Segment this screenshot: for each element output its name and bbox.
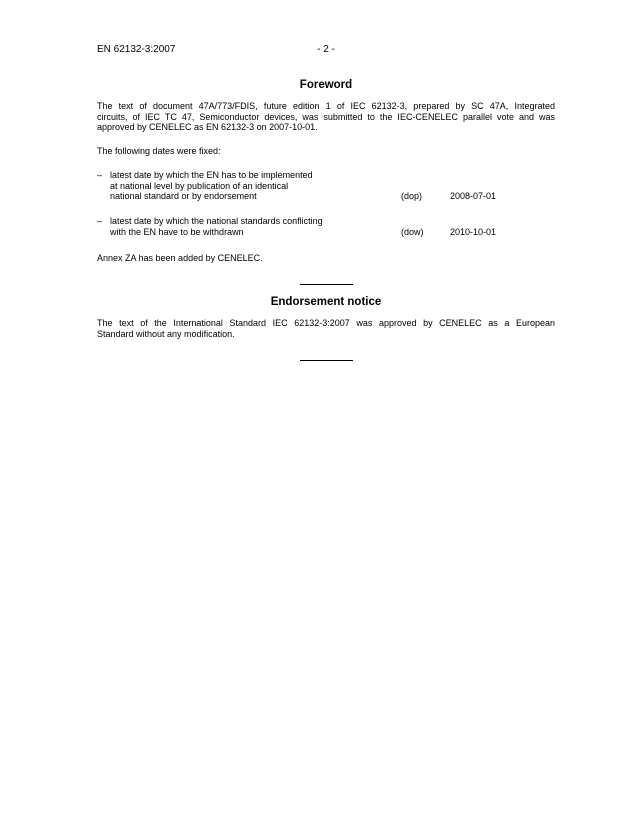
- foreword-intro-line: circuits, of IEC TC 47, Semiconductor devices, was submitted to the IEC-CENELEC parallel vote and was: [97, 111, 555, 122]
- endorsement-line: Standard without any modification.: [97, 328, 235, 339]
- page-number: - 2 -: [317, 44, 335, 55]
- date-abbreviation: (dop): [401, 191, 423, 201]
- date-item-line: at national level by publication of an identical: [110, 180, 289, 191]
- date-item-line: latest date by which the EN has to be implemented: [110, 170, 313, 180]
- date-item-line: with the EN have to be withdrawn: [110, 226, 244, 237]
- date-item-line: national standard or by endorsement: [110, 191, 257, 201]
- foreword-intro-line: approved by CENELEC as EN 62132-3 on 2007-10-01.: [97, 122, 318, 132]
- section-divider: [300, 360, 353, 361]
- list-dash: –: [97, 170, 103, 180]
- date-item-dop: [97, 170, 555, 203]
- endorsement-heading: Endorsement notice: [270, 296, 382, 308]
- foreword-heading: Foreword: [299, 79, 353, 91]
- list-dash: –: [97, 216, 103, 226]
- foreword-intro-line: The text of document 47A/773/FDIS, future edition 1 of IEC 62132-3, prepared by SC 47A, Integrated: [97, 101, 555, 111]
- dates-intro: The following dates were fixed:: [97, 146, 221, 156]
- date-item-description: [110, 170, 360, 202]
- date-item-line: latest date by which the national standards conflicting: [110, 216, 323, 226]
- foreword-intro-paragraph: [97, 101, 555, 133]
- date-value: 2010-10-01: [450, 227, 497, 237]
- endorsement-line: The text of the International Standard IEC 62132-3:2007 was approved by CENELEC as a European: [97, 318, 555, 328]
- section-divider: [300, 284, 353, 285]
- date-item-description: [110, 216, 360, 237]
- endorsement-paragraph: [97, 318, 555, 339]
- date-item-dow: [97, 216, 555, 238]
- annex-note: Annex ZA has been added by CENELEC.: [97, 253, 263, 263]
- date-value: 2008-07-01: [450, 191, 497, 201]
- document-id: EN 62132-3:2007: [97, 44, 176, 55]
- date-abbreviation: (dow): [401, 227, 424, 237]
